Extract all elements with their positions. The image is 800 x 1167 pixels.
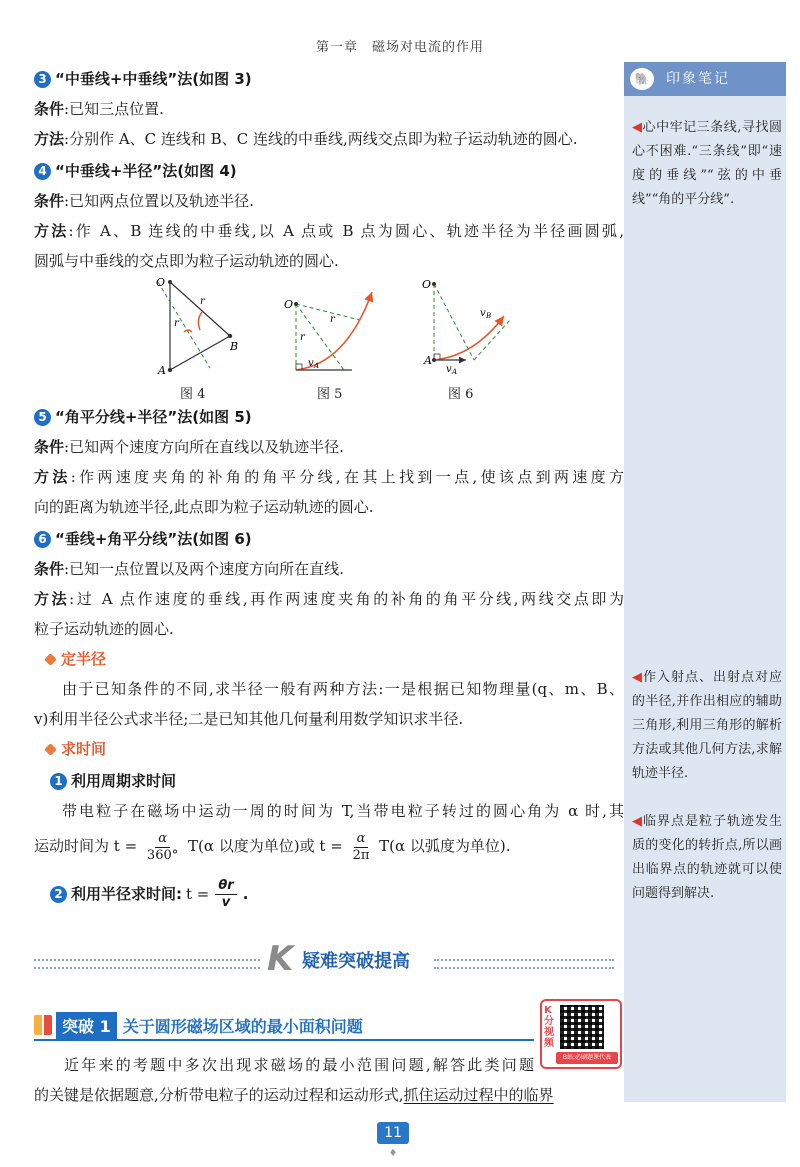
figure-4-caption: 图 4 [180,387,206,402]
triangle-marker-icon: ◀ [632,120,643,135]
fraction-deg: $\frac{\alpha}{360^\circ}$ [146,830,179,863]
breakthrough-title: 关于圆形磁场区域的最小面积问题 [122,1016,363,1036]
heading-underline [34,1039,534,1041]
svg-text:A: A [452,368,458,376]
svg-text:A: A [314,362,320,370]
svg-text:r: r [200,296,205,307]
method-4-title: 4 “中垂线+半径”法(如图 4) [34,156,624,186]
number-2-icon: 2 [50,886,67,903]
radius-text-2: v)利用半径公式求半径;二是已知其他几何量利用数学知识求半径. [34,710,464,728]
bird-icon: ♦ [388,1148,398,1159]
main-content [34,62,624,916]
method-4-method: 方法:作 A、B 连线的中垂线,以 A 点或 B 点为圆心、轨迹半径为半径画圆弧, [34,222,624,240]
number-3-icon: 3 [34,71,51,88]
section-title: 疑难突破提高 [302,951,410,972]
notes-sidebar [624,62,786,1102]
fraction-rad: $\frac{\alpha}{2\pi}$ [352,830,370,863]
intro-line-1: 近年来的考题中多次出现求磁场的最小范围问题,解答此类问题 [64,1056,534,1074]
diamond-icon [44,743,57,756]
method-5-title: 5 “角平分线+半径”法(如图 5) [34,402,624,432]
svg-text:A: A [424,354,432,367]
figure-6 [422,278,510,376]
qr-caption: B站:必刷题课代表 [556,1052,618,1064]
svg-text:r: r [300,332,305,343]
method-6-method-cont: 粒子运动轨迹的圆心. [34,620,174,638]
figure-5 [284,292,372,370]
svg-text:r: r [330,314,335,325]
qr-code-icon [560,1005,604,1049]
svg-text:A: A [158,364,166,377]
sidebar-header: 🐘 印象笔记 [624,62,786,96]
time-line-1: 带电粒子在磁场中运动一周的时间为 T,当带电粒子转过的圆心角为 α 时,其 [62,802,624,820]
page-number: 11 [377,1122,409,1144]
method-3-title: 3 “中垂线+中垂线”法(如图 3) [34,64,624,94]
method-4-method-cont: 圆弧与中垂线的交点即为粒子运动轨迹的圆心. [34,252,339,270]
method-6-method: 方法:过 A 点作速度的垂线,再作两速度夹角的补角的角平分线,两线交点即为 [34,590,624,608]
figure-4 [156,276,238,377]
fraction-radius: $\frac{\theta r}{v}$ [215,878,236,911]
diamond-icon [44,653,57,666]
breakthrough-heading [34,1011,534,1039]
number-6-icon: 6 [34,531,51,548]
svg-text:v: v [308,358,314,369]
radius-heading: 定半径 [46,644,624,674]
qr-side-label: K分视频 [544,1005,554,1049]
svg-text:B: B [486,312,492,320]
method-4-condition: 条件:已知两点位置以及轨迹半径. [34,192,254,210]
book-icon [34,1015,52,1035]
section-banner [34,941,614,981]
time-line-2: 运动时间为 t = $\frac{\alpha}{360^\circ}$ T(α 以度为单位)或 t = $\frac{\alpha}{2\pi}$ T(α 以弧度为单位). [34,830,511,863]
figure-5-caption: 图 5 [317,387,343,402]
svg-text:B: B [230,340,239,353]
time-sub1: 1 利用周期求时间 [34,766,624,796]
svg-text:O: O [156,276,166,289]
method-5-condition: 条件:已知两个速度方向所在直线以及轨迹半径. [34,438,344,456]
intro-line-2: 的关键是依据题意,分析带电粒子的运动过程和运动形式,抓住运动过程中的临界 [34,1086,554,1104]
method-6-condition: 条件:已知一点位置以及两个速度方向所在直线. [34,560,344,578]
sidebar-note-2: ◀作入射点、出射点对应的半径,并作出相应的辅助三角形,利用三角形的解析方法或其他几何方法,求解轨迹半径. [632,670,782,781]
sidebar-note-3: ◀临界点是粒子轨迹发生质的变化的转折点,所以画出临界点的轨迹就可以使问题得到解决. [632,814,782,901]
svg-text:r: r [174,318,179,329]
triangle-marker-icon: ◀ [632,814,643,829]
triangle-marker-icon: ◀ [632,670,643,685]
method-5-method: 方法:作两速度夹角的补角的角平分线,在其上找到一点,使该点到两速度方 [34,468,624,486]
method-3-method: 方法:分别作 A、C 连线和 B、C 连线的中垂线,两线交点即为粒子运动轨迹的圆心. [34,130,578,148]
time-sub2: 2 利用半径求时间: t = $\frac{\theta r}{v}$ . [34,872,624,916]
k-logo-icon: K [267,939,294,979]
svg-text:O: O [422,278,432,291]
svg-text:v: v [446,364,452,375]
number-5-icon: 5 [34,409,51,426]
svg-text:v: v [480,308,486,319]
sidebar-note-1: ◀心中牢记三条线,寻找圆心不困难.“三条线”即“速度的垂线”“弦的中垂线”“角的平分线”. [632,120,782,207]
intro-paragraph [34,1050,614,1110]
method-3-condition: 条件:已知三点位置. [34,100,164,118]
method-6-title: 6 “垂线+角平分线”法(如图 6) [34,524,624,554]
number-4-icon: 4 [34,163,51,180]
number-1-icon: 1 [50,773,67,790]
method-5-method-cont: 向的距离为轨迹半径,此点即为粒子运动轨迹的圆心. [34,498,374,516]
figure-6-caption: 图 6 [448,387,474,402]
svg-text:O: O [284,298,294,311]
radius-text-1: 由于已知条件的不同,求半径一般有两种方法:一是根据已知物理量(q、m、B、 [62,680,624,698]
elephant-icon: 🐘 [630,68,654,90]
chapter-header: 第一章 磁场对电流的作用 [315,40,484,55]
breakthrough-tag: 突破 1 [56,1012,117,1039]
figures-row [34,276,624,400]
time-heading: 求时间 [46,734,624,764]
